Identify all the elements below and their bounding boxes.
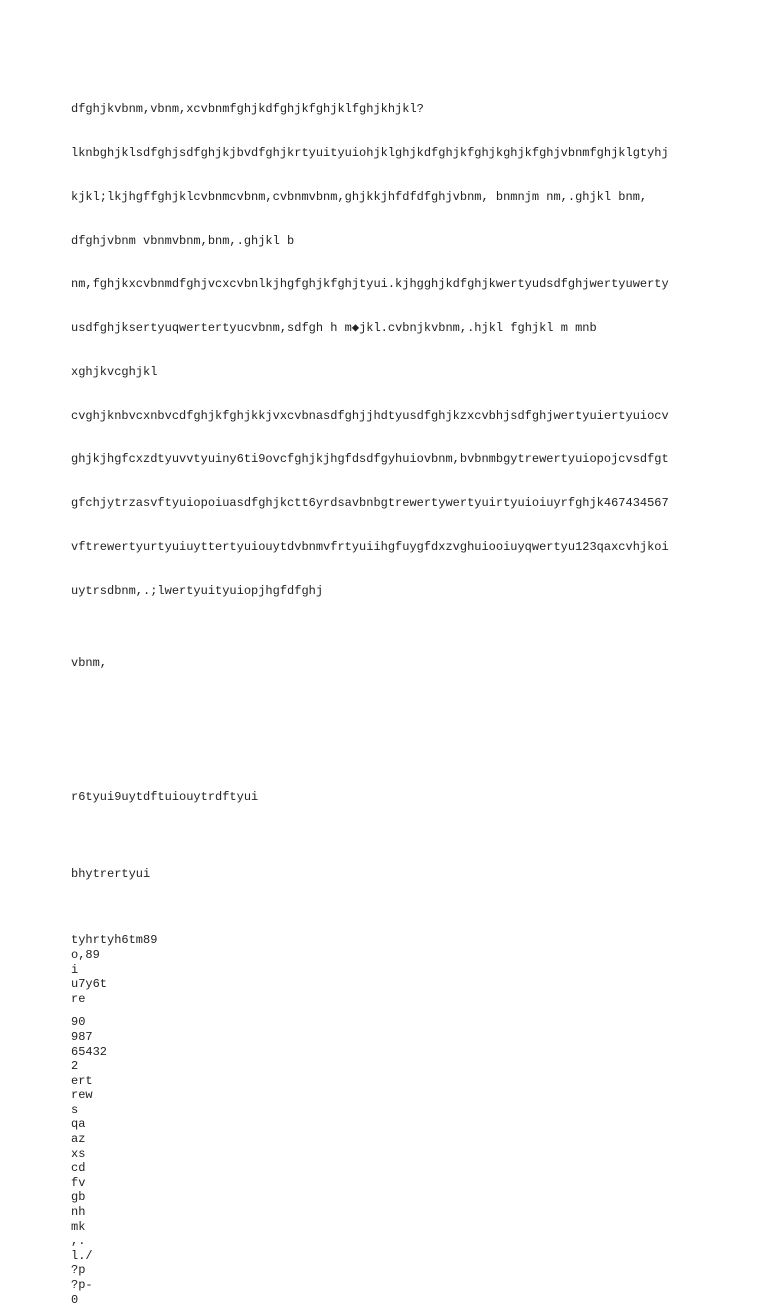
list-item: qa xyxy=(71,1117,86,1132)
paragraph-line: cvghjknbvcxnbvcdfghjkfghjkkjvxcvbnasdfghjjhdtyusdfghjkzxcvbhjsdfghjwertyuiertyuiocv xyxy=(71,408,669,423)
paragraph-line: kjkl;lkjhgffghjklcvbnmcvbnm,cvbnmvbnm,ghjkkjhfdfdfghjvbnm, bnmnjm nm,.ghjkl bnm, xyxy=(71,189,648,204)
paragraph-line: ghjkjhgfcxzdtyuvvtyuiny6ti9ovcfghjkjhgfdsdfgyhuiovbnm,bvbnmbgytrewertyuiopojcvsdfgt xyxy=(71,452,669,467)
text-paragraph xyxy=(71,73,711,628)
list-item: re xyxy=(71,991,86,1006)
list-item: 2 xyxy=(71,1059,79,1074)
list-item: cd xyxy=(71,1161,86,1176)
list-item: ?p- xyxy=(71,1278,93,1292)
list-item: 90 xyxy=(71,1015,86,1030)
paragraph-line: xghjkvcghjkl xyxy=(71,364,158,379)
list-item: 987 xyxy=(71,1029,93,1044)
paragraph-line: uytrsdbnm,.;lwertyuityuiopjhgfdfghj xyxy=(71,583,324,598)
text-list-group-2 xyxy=(71,1015,711,1307)
list-item: fv xyxy=(71,1175,86,1190)
text-line-r6: r6tyui9uytdftuiouytrdftyui xyxy=(71,790,259,805)
list-item: nh xyxy=(71,1205,86,1220)
paragraph-line: dfghjkvbnm,vbnm,xcvbnmfghjkdfghjkfghjklfghjkhjkl? xyxy=(71,102,424,117)
list-item: xs xyxy=(71,1146,86,1161)
list-item: ert xyxy=(71,1073,93,1088)
text-line-vbnm: vbnm, xyxy=(71,655,108,670)
paragraph-line: lknbghjklsdfghjsdfghjkjbvdfghjkrtyuityuiohjklghjkdfghjkfghjkghjkfghjvbnmfghjklgtyhj xyxy=(71,145,669,160)
list-item: mk xyxy=(71,1219,86,1234)
list-item: o,89 xyxy=(71,947,100,962)
paragraph-line: vftrewertyurtyuiuyttertyuiouytdvbnmvfrtyuiihgfuygfdxzvghuiooiuyqwertyu123qaxcvhjkoi xyxy=(71,540,669,554)
paragraph-line: dfghjvbnm vbnmvbnm,bnm,.ghjkl b xyxy=(71,233,295,248)
list-item: rew xyxy=(71,1088,93,1103)
text-list-group-1 xyxy=(71,933,711,1006)
list-item: 0 xyxy=(71,1292,79,1307)
list-item: 65432 xyxy=(71,1044,108,1059)
paragraph-line: gfchjytrzasvftyuiopoiuasdfghjkctt6yrdsavbnbgtrewertywertyuirtyuioiuyrfghjk467434567 xyxy=(71,496,669,511)
list-item: az xyxy=(71,1132,86,1147)
list-item: ?p xyxy=(71,1263,86,1278)
list-item: tyhrtyh6tm89 xyxy=(71,933,158,948)
paragraph-line: nm,fghjkxcvbnmdfghjvcxcvbnlkjhgfghjkfghjtyui.kjhgghjkdfghjkwertyudsdfghjwertyuwerty xyxy=(71,277,669,292)
list-item: l./ xyxy=(71,1248,93,1263)
text-line-bhy: bhytrertyui xyxy=(71,866,151,881)
list-item: u7y6t xyxy=(71,977,108,992)
list-item: i xyxy=(71,962,79,977)
list-item: gb xyxy=(71,1190,86,1205)
list-item: ,. xyxy=(71,1234,86,1249)
list-item: s xyxy=(71,1102,79,1117)
paragraph-line: usdfghjksertyuqwertertyucvbnm,sdfgh h m◆jkl.cvbnjkvbnm,.hjkl fghjkl m mnb xyxy=(71,321,597,336)
document-page xyxy=(71,73,711,1307)
